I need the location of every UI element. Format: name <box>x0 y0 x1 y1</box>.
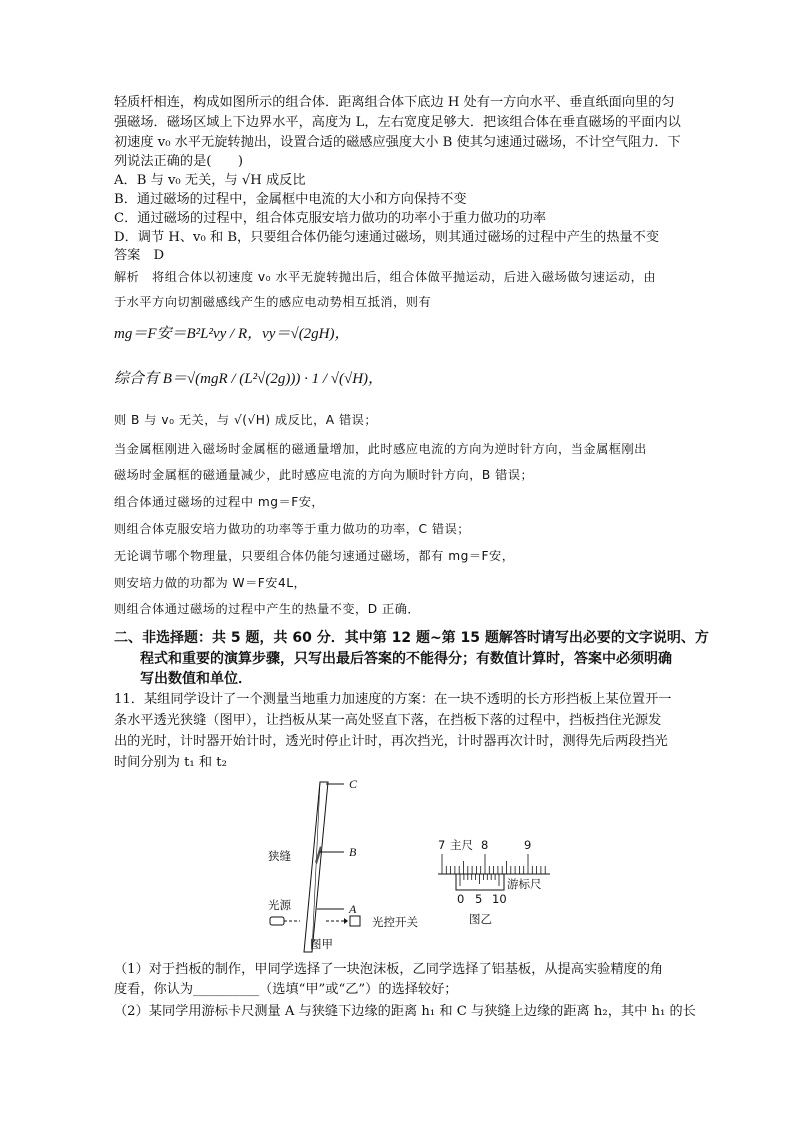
main-scale-label: 主尺 <box>450 838 473 852</box>
question-line-2: 强磁场．磁场区域上下边界水平，高度为 L，左右宽度足够大．把该组合体在垂直磁场的平面内以 <box>114 115 681 130</box>
q11-line-2: 条水平透光狭缝（图甲），让挡板从某一高处竖直下落，在挡板下落的过程中，挡板挡住光源发 <box>114 713 662 728</box>
label-b: B <box>349 845 357 859</box>
switch-label: 光控开关 <box>372 915 418 929</box>
option-c: C．通过磁场的过程中，组合体克服安培力做功的功率小于重力做功的功率 <box>114 211 547 226</box>
slit-label: 狭缝 <box>268 849 291 863</box>
analysis-line-10: 则组合体通过磁场的过程中产生的热量不变，D 正确． <box>114 602 421 616</box>
label-a: A <box>349 902 357 916</box>
sub-q2-line-1: （2）某同学用游标卡尺测量 A 与狭缝下边缘的距离 h₁ 和 C 与狭缝上边缘的距离 h₂，其中 h₁ 的长 <box>114 1004 696 1019</box>
light-switch-icon <box>350 916 360 926</box>
analysis-line-5: 磁场时金属框的磁通量减少，此时感应电流的方向为顺时针方向，B 错误； <box>114 468 534 482</box>
section-heading-line-3: 写出数值和单位． <box>140 671 252 687</box>
option-d: D．调节 H、v₀ 和 B，只要组合体仍能匀速通过磁场，则其通过磁场的过程中产生的热量不变 <box>114 230 660 245</box>
caption-yi: 图乙 <box>469 912 492 926</box>
figure-jia <box>268 777 418 952</box>
light-source-label: 光源 <box>268 898 291 912</box>
figure-yi <box>438 838 550 926</box>
question-line-4: 列说法正确的是( ) <box>114 154 243 169</box>
analysis-line-4: 当金属框刚进入磁场时金属框的磁通量增加，此时感应电流的方向为逆时针方向，当金属框刚出 <box>114 442 647 456</box>
vernier-num-5: 5 <box>475 892 483 906</box>
experiment-figure <box>260 776 560 956</box>
sub-q1-line-1: （1）对于挡板的制作，甲同学选择了一块泡沫板，乙同学选择了铝基板，从提高实验精度的角 <box>114 962 664 977</box>
analysis-line-2: 于水平方向切割磁感线产生的感应电动势相互抵消，则有 <box>114 295 432 309</box>
analysis-line-7: 则组合体克服安培力做功的功率等于重力做功的功率，C 错误； <box>114 522 470 536</box>
main-scale-ticks <box>442 854 545 874</box>
option-a: A．B 与 v₀ 无关，与 √H 成反比 <box>114 173 306 188</box>
section-heading-line-2: 程式和重要的演算步骤，只写出最后答案的不能得分；有数值计算时，答案中必须明确 <box>140 651 672 667</box>
question-line-1: 轻质杆相连，构成如图所示的组合体．距离组合体下底边 H 处有一方向水平、垂直纸面向里的匀 <box>114 95 675 110</box>
sub-q1-line-2: 度看，你认为__________（选填“甲”或“乙”）的选择较好； <box>114 982 458 997</box>
main-scale-num-9: 9 <box>524 838 532 852</box>
label-c: C <box>349 777 358 791</box>
option-b: B．通过磁场的过程中，金属框中电流的大小和方向保持不变 <box>114 192 467 207</box>
analysis-line-1: 解析 将组合体以初速度 v₀ 水平无旋转抛出后，组合体做平抛运动，后进入磁场做匀速运动，由 <box>114 270 657 284</box>
analysis-line-6: 组合体通过磁场的过程中 mg＝F安， <box>114 495 325 509</box>
vernier-body <box>456 874 504 890</box>
q11-line-4: 时间分别为 t₁ 和 t₂ <box>114 755 227 770</box>
analysis-equation-1: mg＝F安＝B²L²vy / R，vy＝√(2gH)， <box>114 326 350 342</box>
q11-line-3: 出的光时，计时器开始计时，透光时停止计时，再次挡光，计时器再次计时，测得先后两段挡光 <box>114 734 668 749</box>
main-scale-num-8: 8 <box>481 838 489 852</box>
analysis-equation-2: 综合有 B＝√(mgR / (L²√(2g))) · 1 / √(√H)， <box>114 371 384 387</box>
vernier-num-10: 10 <box>492 892 507 906</box>
vernier-num-0: 0 <box>457 892 465 906</box>
main-scale-num-7: 7 <box>438 838 446 852</box>
analysis-line-3: 则 B 与 v₀ 无关，与 √(√H) 成反比，A 错误； <box>114 413 378 427</box>
vernier-label: 游标尺 <box>507 877 542 891</box>
analysis-line-9: 则安培力做的功都为 W＝F安4L， <box>114 576 307 590</box>
answer: 答案 D <box>114 248 165 263</box>
q11-line-1: 11．某组同学设计了一个测量当地重力加速度的方案：在一块不透明的长方形挡板上某位置开一 <box>114 692 672 707</box>
light-source-icon <box>270 917 284 925</box>
section-heading-line-1: 二、非选择题：共 5 题，共 60 分．其中第 12 题~第 15 题解答时请写出必要的文字说明、方 <box>114 630 709 646</box>
beam-arrow-icon <box>344 918 348 924</box>
analysis-line-8: 无论调节哪个物理量，只要组合体仍能匀速通过磁场，都有 mg＝F安， <box>114 549 515 563</box>
caption-jia: 图甲 <box>310 937 333 951</box>
question-line-3: 初速度 v₀ 水平无旋转抛出，设置合适的磁感应强度大小 B 使其匀速通过磁场，不计空气阻力．下 <box>114 135 681 150</box>
